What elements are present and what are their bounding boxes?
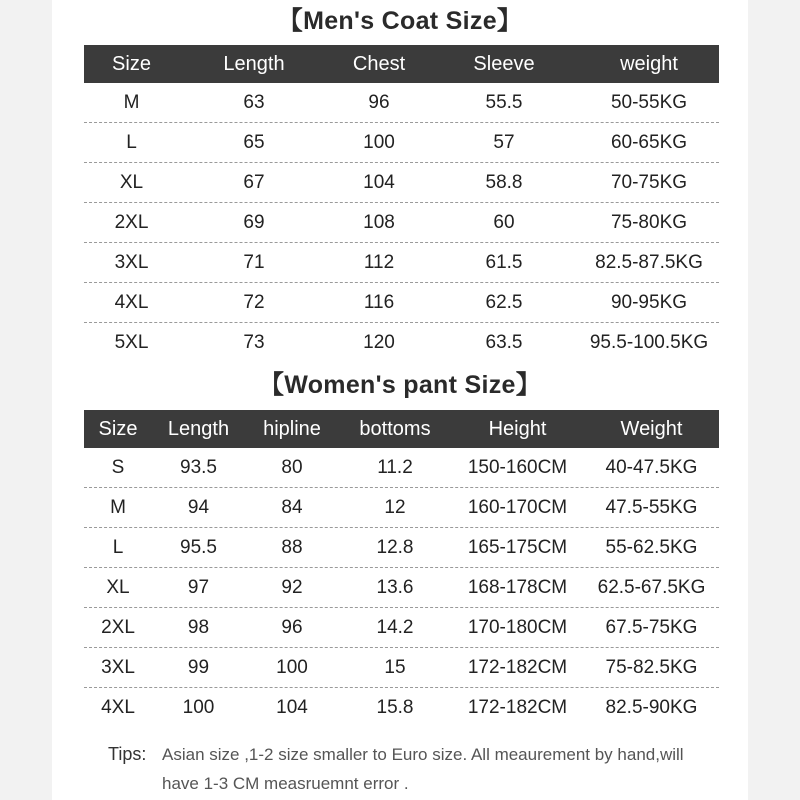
women-cell-weight: 82.5-90KG <box>605 697 698 718</box>
women-cell-size: S <box>111 456 125 478</box>
women-cell-length: 97 <box>187 576 210 598</box>
women-cell-hipline: 88 <box>281 536 303 558</box>
men-cell-length: 69 <box>243 211 265 233</box>
women-cell-size: 2XL <box>101 616 135 638</box>
men-header-size: Size <box>112 52 151 75</box>
women-cell-height: 172-182CM <box>467 656 568 678</box>
women-cell-hipline: 80 <box>281 456 303 478</box>
women-header-hipline: hipline <box>263 417 321 440</box>
men-cell-sleeve: 62.5 <box>485 291 523 313</box>
men-cell-sleeve: 60 <box>493 211 515 233</box>
women-cell-weight: 75-82.5KG <box>605 656 698 678</box>
women-cell-length: 93.5 <box>180 456 217 478</box>
men-cell-size: 4XL <box>114 291 149 313</box>
men-cell-chest: 108 <box>363 211 395 233</box>
women-cell-height: 172-182CM <box>467 697 568 718</box>
women-cell-size: XL <box>106 576 130 598</box>
women-header-length: Length <box>167 417 230 440</box>
men-coat-size-table <box>84 45 719 363</box>
women-pant-size-table <box>84 410 719 728</box>
table-row <box>84 323 719 363</box>
women-cell-size: L <box>112 536 124 558</box>
women-header-weight: Weight <box>620 417 683 440</box>
men-cell-size: 2XL <box>114 211 149 233</box>
table-row <box>84 528 719 568</box>
women-pant-size-title: 【Women's pant Size】 <box>258 371 542 399</box>
men-cell-weight: 95.5-100.5KG <box>589 332 709 353</box>
men-cell-length: 72 <box>243 291 265 313</box>
women-cell-size: 4XL <box>101 697 135 718</box>
women-table-header <box>84 410 719 448</box>
men-cell-chest: 112 <box>363 251 395 273</box>
men-cell-sleeve: 58.8 <box>485 171 523 193</box>
women-cell-bottoms: 15.8 <box>376 697 414 718</box>
table-row <box>84 448 719 488</box>
men-cell-size: XL <box>119 171 144 193</box>
men-cell-length: 73 <box>243 332 265 353</box>
table-row <box>84 488 719 528</box>
women-cell-hipline: 104 <box>276 697 308 718</box>
men-cell-length: 71 <box>243 251 265 273</box>
women-cell-hipline: 92 <box>281 576 303 598</box>
men-cell-length: 67 <box>243 171 265 193</box>
men-cell-weight: 70-75KG <box>610 171 688 193</box>
women-cell-bottoms: 12 <box>384 496 406 518</box>
men-cell-chest: 120 <box>363 332 395 353</box>
tips-label: Tips: <box>108 744 147 764</box>
tips-text: Asian size ,1-2 size smaller to Euro size. All meaurement by hand,will have 1-3 CM measruemnt error . <box>162 745 684 793</box>
women-cell-bottoms: 11.2 <box>377 456 413 478</box>
women-cell-size: 3XL <box>101 656 135 678</box>
men-cell-chest: 96 <box>368 91 390 113</box>
women-cell-length: 100 <box>182 697 215 718</box>
table-row <box>84 243 719 283</box>
women-cell-bottoms: 15 <box>384 656 406 678</box>
women-cell-bottoms: 13.6 <box>376 576 414 598</box>
men-cell-chest: 100 <box>363 131 395 153</box>
men-cell-length: 63 <box>243 91 265 113</box>
women-cell-length: 98 <box>187 616 210 638</box>
women-header-bottoms: bottoms <box>359 417 431 440</box>
women-cell-weight: 55-62.5KG <box>605 536 698 558</box>
women-cell-length: 95.5 <box>180 536 217 558</box>
men-cell-size: M <box>123 91 140 113</box>
table-row <box>84 123 719 163</box>
table-row <box>84 283 719 323</box>
men-cell-weight: 50-55KG <box>610 91 688 113</box>
table-row <box>84 203 719 243</box>
women-cell-hipline: 84 <box>281 496 303 518</box>
table-row <box>84 608 719 648</box>
women-cell-size: M <box>110 496 126 518</box>
men-table-header <box>84 45 719 83</box>
women-cell-height: 165-175CM <box>467 536 568 558</box>
men-cell-chest: 104 <box>363 171 395 193</box>
men-header-sleeve: Sleeve <box>473 52 535 75</box>
women-cell-bottoms: 14.2 <box>376 616 414 638</box>
men-cell-length: 65 <box>243 131 265 153</box>
men-cell-size: 5XL <box>114 332 149 353</box>
men-cell-sleeve: 55.5 <box>485 91 523 113</box>
men-header-chest: Chest <box>352 52 406 75</box>
men-cell-weight: 82.5-87.5KG <box>595 251 703 273</box>
men-header-length: Length <box>223 52 285 75</box>
women-cell-height: 170-180CM <box>467 616 568 638</box>
men-cell-sleeve: 63.5 <box>485 332 523 353</box>
table-row <box>84 648 719 688</box>
men-coat-size-title: 【Men's Coat Size】 <box>277 7 523 35</box>
size-chart-page <box>52 0 748 800</box>
women-cell-height: 168-178CM <box>467 576 568 598</box>
table-row <box>84 163 719 203</box>
men-cell-weight: 90-95KG <box>610 291 688 313</box>
table-row <box>84 568 719 608</box>
women-cell-length: 94 <box>187 496 210 518</box>
women-cell-height: 160-170CM <box>467 496 568 518</box>
women-cell-hipline: 100 <box>276 656 308 678</box>
men-cell-weight: 60-65KG <box>610 131 688 153</box>
table-row <box>84 83 719 123</box>
men-cell-size: 3XL <box>114 251 149 273</box>
women-header-height: Height <box>488 417 547 440</box>
women-cell-length: 99 <box>187 656 210 678</box>
women-cell-height: 150-160CM <box>467 456 568 478</box>
women-cell-weight: 40-47.5KG <box>605 456 698 478</box>
men-cell-chest: 116 <box>363 291 395 313</box>
women-header-size: Size <box>98 417 138 440</box>
women-cell-hipline: 96 <box>281 616 303 638</box>
women-cell-weight: 67.5-75KG <box>605 616 698 638</box>
men-cell-sleeve: 61.5 <box>485 251 523 273</box>
women-cell-bottoms: 12.8 <box>376 536 414 558</box>
tips-note <box>108 740 718 798</box>
men-cell-size: L <box>126 131 137 153</box>
men-cell-sleeve: 57 <box>493 131 515 153</box>
women-cell-weight: 62.5-67.5KG <box>597 576 706 598</box>
men-cell-weight: 75-80KG <box>610 211 688 233</box>
table-row <box>84 688 719 728</box>
men-header-weight: weight <box>620 52 678 75</box>
women-cell-weight: 47.5-55KG <box>605 496 698 518</box>
